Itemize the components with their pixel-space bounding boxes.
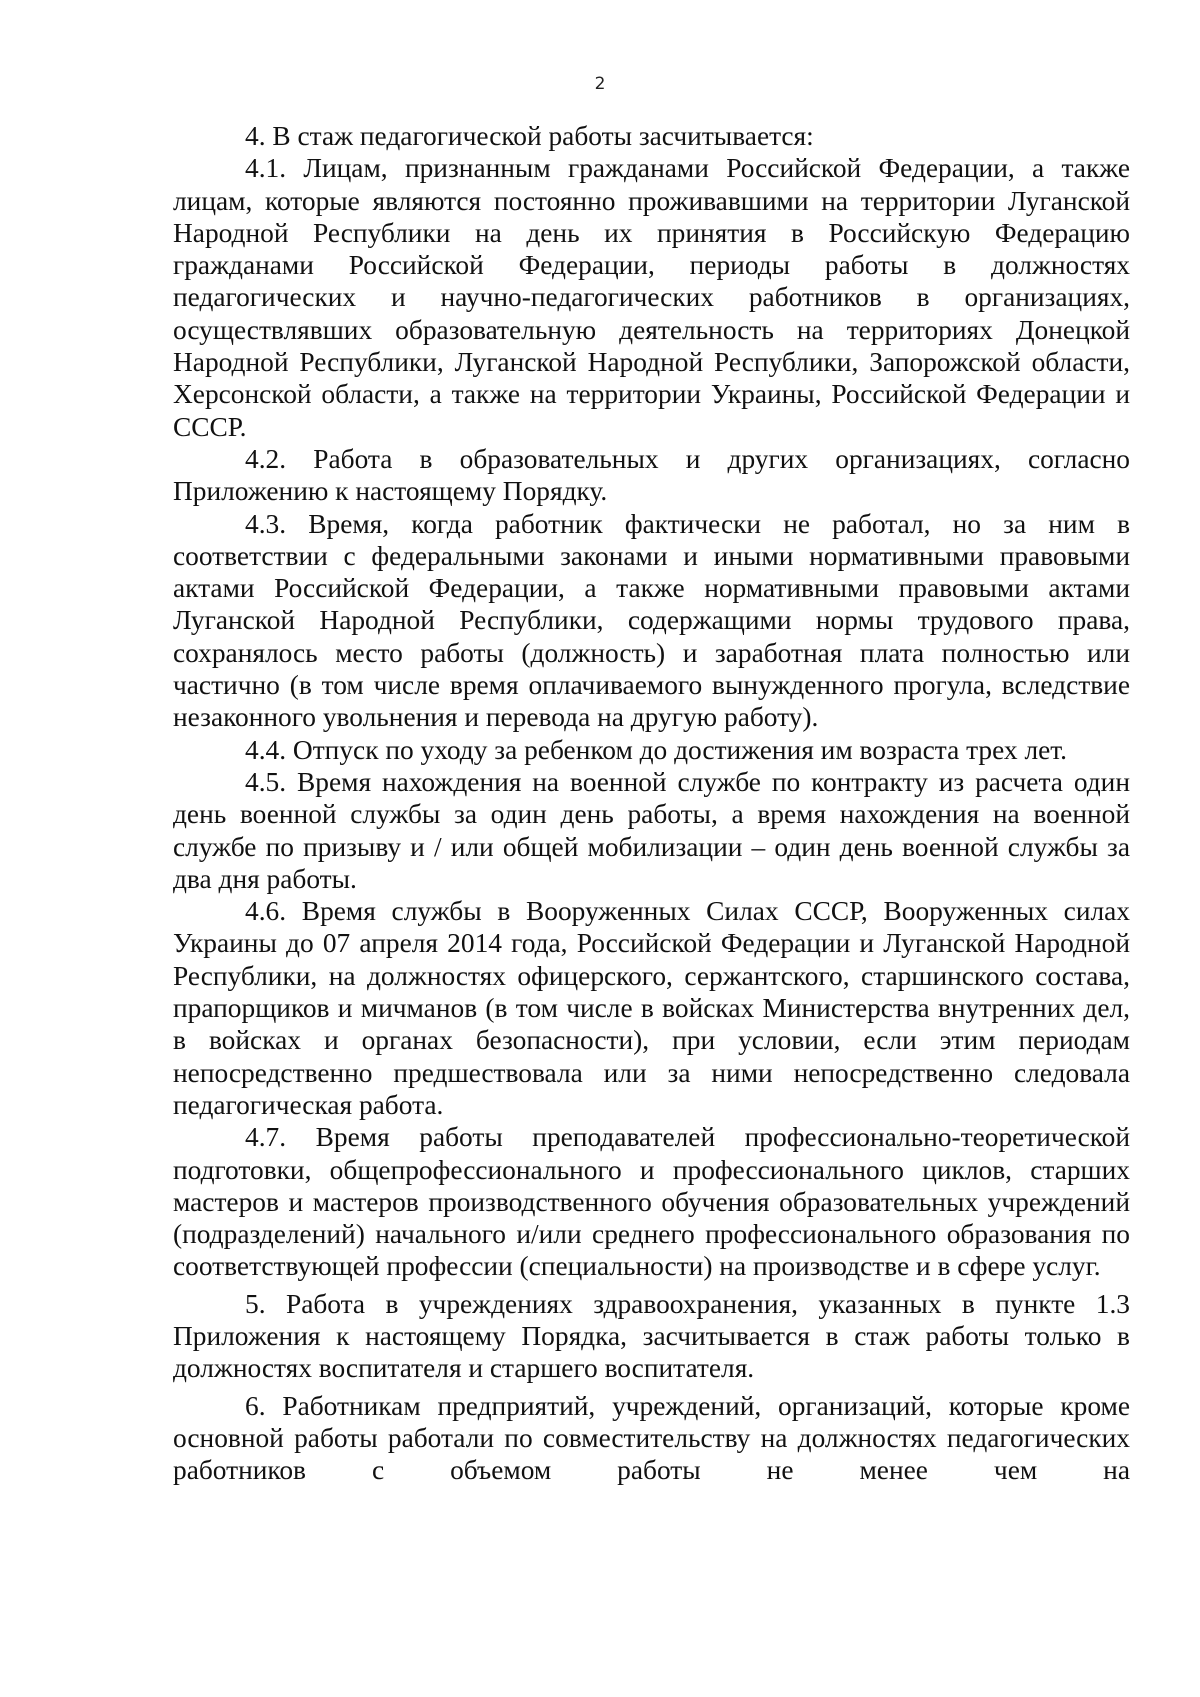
paragraph-4-5: 4.5. Время нахождения на военной службе по контракту из расчета один день военной службы за один день работы, а время нахождения на военной службе по призыву и / или общей мобилизации – один день военной службы за два дня работы. (173, 766, 1130, 894)
paragraph-4-3: 4.3. Время, когда работник фактически не работал, но за ним в соответствии с федеральными законами и иными нормативными правовыми актами Российской Федерации, а также нормативными правовыми актами Луганской Народной Республики, содержащими нормы трудового права, сохранялось место работы (должность) и заработная плата полностью или частично (в том числе время оплачиваемого вынужденного прогула, вследствие незаконного увольнения и перевода на другую работу). (173, 508, 1130, 733)
paragraph-5: 5. Работа в учреждениях здравоохранения, указанных в пункте 1.3 Приложения к настоящему Порядка, засчитывается в стаж работы только в должностях воспитателя и старшего воспитателя. (173, 1288, 1130, 1384)
paragraph-4-1: 4.1. Лицам, признанным гражданами Российской Федерации, а также лицам, которые являются постоянно проживавшими на территории Луганской Народной Республики на день их принятия в Российскую Федерацию гражданами Российской Федерации, периоды работы в должностях педагогических и научно-педагогических работников в организациях, осуществлявших образовательную деятельность на территориях Донецкой Народной Республики, Луганской Народной Республики, Запорожской области, Херсонской области, а также на территории Украины, Российской Федерации и СССР. (173, 153, 1130, 442)
paragraph-4-4: 4.4. Отпуск по уходу за ребенком до достижения им возраста трех лет. (245, 734, 1068, 765)
document-body (173, 120, 1130, 1486)
paragraph-4: 4. В стаж педагогической работы засчитывается: (245, 121, 814, 151)
paragraph-4-7: 4.7. Время работы преподавателей профессионально-теоретической подготовки, общепрофессионального и профессионального циклов, старших мастеров и мастеров производственного обучения образовательных учреждений (подразделений) начального и/или среднего профессионального образования по соответствующей профессии (специальности) на производстве и в сфере услуг. (173, 1122, 1130, 1282)
paragraph-4-6: 4.6. Время службы в Вооруженных Силах СССР, Вооруженных силах Украины до 07 апреля 2014 года, Российской Федерации и Луганской Народной Республики, на должностях офицерского, сержантского, старшинского состава, прапорщиков и мичманов (в том числе в войсках Министерства внутренних дел, в войсках и органах безопасности), при условии, если этим периодам непосредственно предшествовала или за ними непосредственно следовала педагогическая работа. (173, 896, 1130, 1120)
paragraph-6: 6. Работникам предприятий, учреждений, организаций, которые кроме основной работы работали по совместительству на должностях педагогических работников с объемом работы не менее чем на (173, 1390, 1130, 1486)
page-number: 2 (594, 74, 606, 94)
paragraph-4-2: 4.2. Работа в образовательных и других организациях, согласно Приложению к настоящему Порядку. (173, 443, 1130, 507)
